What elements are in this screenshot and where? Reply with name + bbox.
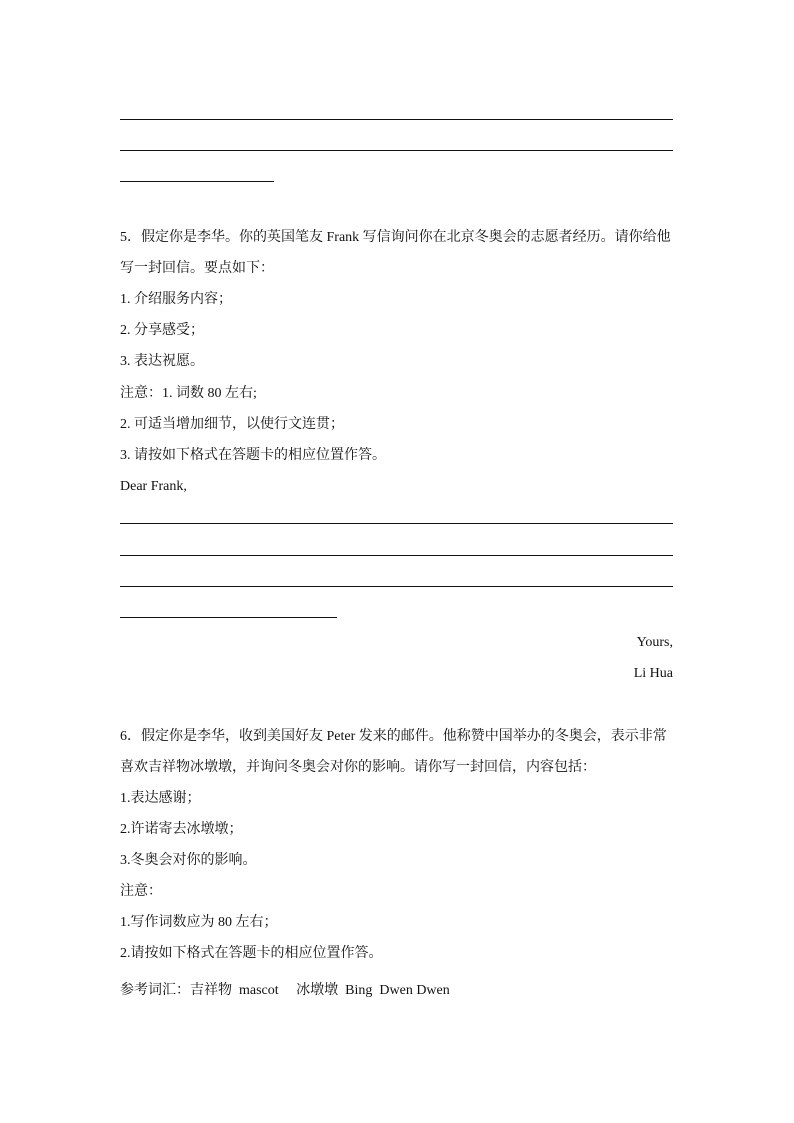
q5-point: 3. 表达祝愿。 [120, 354, 204, 369]
q5-note: 注意：1. 词数 80 左右; [120, 386, 257, 401]
answer-line [120, 150, 673, 151]
answer-line [120, 586, 673, 587]
q5-point: 2. 分享感受； [120, 323, 204, 338]
q6-point: 2.许诺寄去冰墩墩； [120, 822, 243, 837]
answer-line [120, 181, 274, 182]
q6-note: 2.请按如下格式在答题卡的相应位置作答。 [120, 946, 383, 961]
answer-line [120, 119, 673, 120]
q5-point: 1. 介绍服务内容； [120, 292, 232, 307]
answer-line [120, 617, 337, 618]
q5-prompt-line-2: 写一封回信。要点如下： [120, 261, 274, 276]
q6-note: 1.写作词数应为 80 左右； [120, 915, 278, 930]
q5-closing: Yours, [636, 635, 673, 650]
answer-line [120, 555, 673, 556]
q5-note: 2. 可适当增加细节，以使行文连贯； [120, 417, 344, 432]
q5-salutation: Dear Frank, [120, 479, 187, 494]
q6-notes-title: 注意： [120, 884, 162, 899]
q5-note: 3. 请按如下格式在答题卡的相应位置作答。 [120, 448, 386, 463]
q6-point: 1.表达感谢； [120, 791, 201, 806]
q6-prompt-line-1: 6．假定你是李华，收到美国好友 Peter 发来的邮件。他称赞中国举办的冬奥会，表示非常 [120, 729, 667, 744]
q6-point: 3.冬奥会对你的影响。 [120, 853, 257, 868]
q6-prompt-line-2: 喜欢吉祥物冰墩墩，并询问冬奥会对你的影响。请你写一封回信，内容包括： [120, 760, 596, 775]
q5-prompt-line-1: 5．假定你是李华。你的英国笔友 Frank 写信询问你在北京冬奥会的志愿者经历。请你给他 [120, 230, 671, 245]
answer-line [120, 523, 673, 524]
q6-vocab: 参考词汇：吉祥物 mascot 冰墩墩 Bing Dwen Dwen [120, 983, 450, 998]
q5-signature: Li Hua [633, 666, 673, 681]
